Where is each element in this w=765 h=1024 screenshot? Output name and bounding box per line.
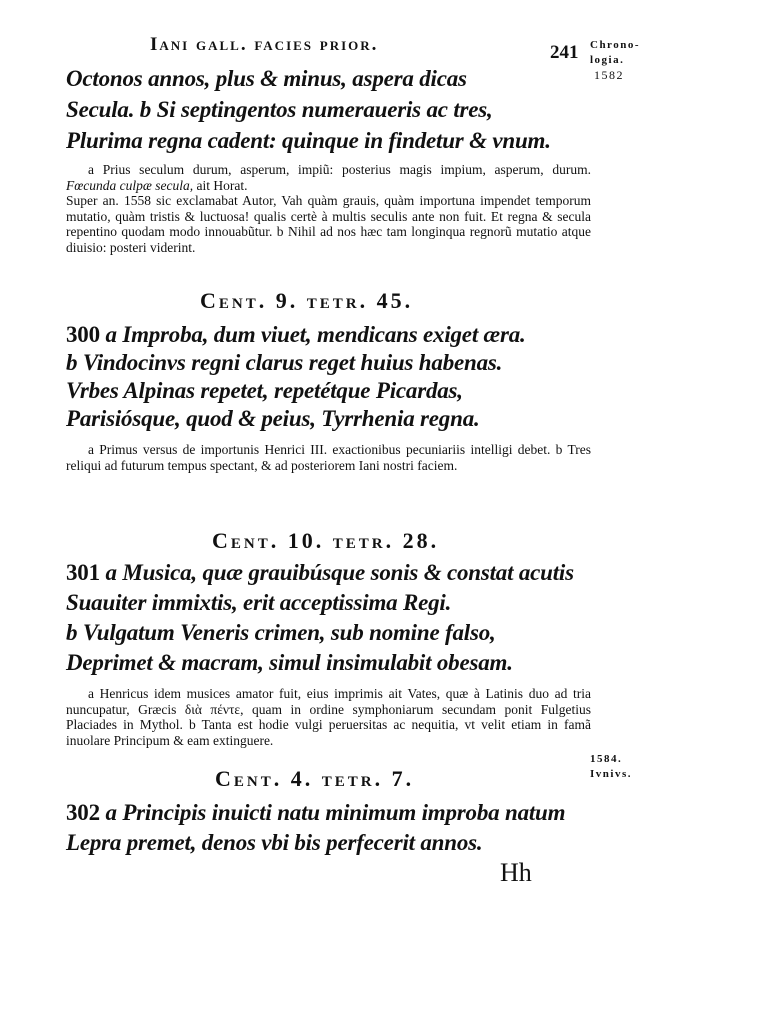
verse-number: 302 [66, 800, 100, 825]
century-heading: Cent. 9. tetr. 45. [200, 288, 414, 313]
running-head: Iani gall. facies prior. [150, 34, 379, 55]
verse-text: a Improba, dum viuet, mendicans exiget æra. [105, 322, 526, 347]
verse-line [66, 560, 574, 586]
margin-note-year: 1582 [594, 68, 624, 82]
verse-number: 301 [66, 560, 100, 585]
verse-line: b Vulgatum Veneris crimen, sub nomine falso, [66, 620, 496, 645]
margin-note-chronologia [590, 38, 640, 83]
note-text: a Prius seculum durum, asperum, impiũ: posterius magis impium, asperum, durum. [88, 162, 591, 177]
page-number: 241 [550, 42, 579, 63]
note-text: a Henricus idem musices amator fuit, eius imprimis ait Vates, quæ à Latinis duo ad tria nuncupatur, Græcis διὰ πέντε, quam in ordine symphoniarum secundam ponit Fulgetius Placiades in Mythol. b Tanta est hodie vulgi peruersitas ac nequitia, vt velit etiam in famã inuolare Principum & eam extinguere. [66, 686, 591, 748]
note-quote: Fœcunda culpæ secula, [66, 177, 194, 193]
verse-line: Deprimet & macram, simul insimulabit obesam. [66, 650, 513, 675]
century-heading: Cent. 10. tetr. 28. [212, 528, 440, 553]
verse-number: 300 [66, 322, 100, 347]
verse-text: a Musica, quæ grauibúsque sonis & constat acutis [105, 560, 574, 585]
note-text: ait Horat. [196, 177, 248, 193]
century-heading: Cent. 4. tetr. 7. [215, 766, 415, 791]
verse-line: Vrbes Alpinas repetet, repetétque Picardas, [66, 378, 463, 403]
note-text: a Primus versus de importunis Henrici III. exactionibus pecuniariis intelligi debet. b Tres reliqui ad futurum tempus spectant, & ad posteriorem Iani nostri faciem. [66, 442, 591, 473]
verse-line [66, 800, 565, 826]
verse-line: Octonos annos, plus & minus, aspera dicas [66, 66, 467, 91]
margin-note-date [590, 752, 632, 782]
verse-line: Parisiósque, quod & peius, Tyrrhenia regna. [66, 406, 480, 431]
verse-line: Lepra premet, denos vbi bis perfecerit annos. [66, 830, 483, 855]
verse-line: Suauiter immixtis, erit acceptissima Regi. [66, 590, 452, 615]
commentary-note [66, 162, 591, 255]
verse-line: Secula. b Si septingentos numeraueris ac tres, [66, 97, 493, 122]
margin-note-line: logia. [590, 54, 625, 66]
commentary-note [66, 442, 591, 473]
verse-line [66, 322, 526, 348]
margin-note-line: Chrono- [590, 39, 641, 51]
signature-mark: Hh [500, 858, 532, 887]
verse-text: a Principis inuicti natu minimum improba natum [105, 800, 566, 825]
verse-line: b Vindocinvs regni clarus reget huius habenas. [66, 350, 503, 375]
verse-line: Plurima regna cadent: quinque in findetur & vnum. [66, 128, 551, 153]
commentary-note [66, 686, 591, 748]
note-text: Super an. 1558 sic exclamabat Autor, Vah quàm grauis, quàm importuna impendet temporum mutatio, quàm tristis & luctuosa! qualis certè à multis seculis ante non fuit. Et regna & secula repentino quodam modo innouabũtur. b Nihil ad nos hæc tam longinqua regnorũ mutatio atque diuisio: posteri viderint. [66, 193, 591, 255]
margin-note-month: Ivnivs. [590, 768, 632, 780]
margin-note-year: 1584. [590, 753, 623, 765]
